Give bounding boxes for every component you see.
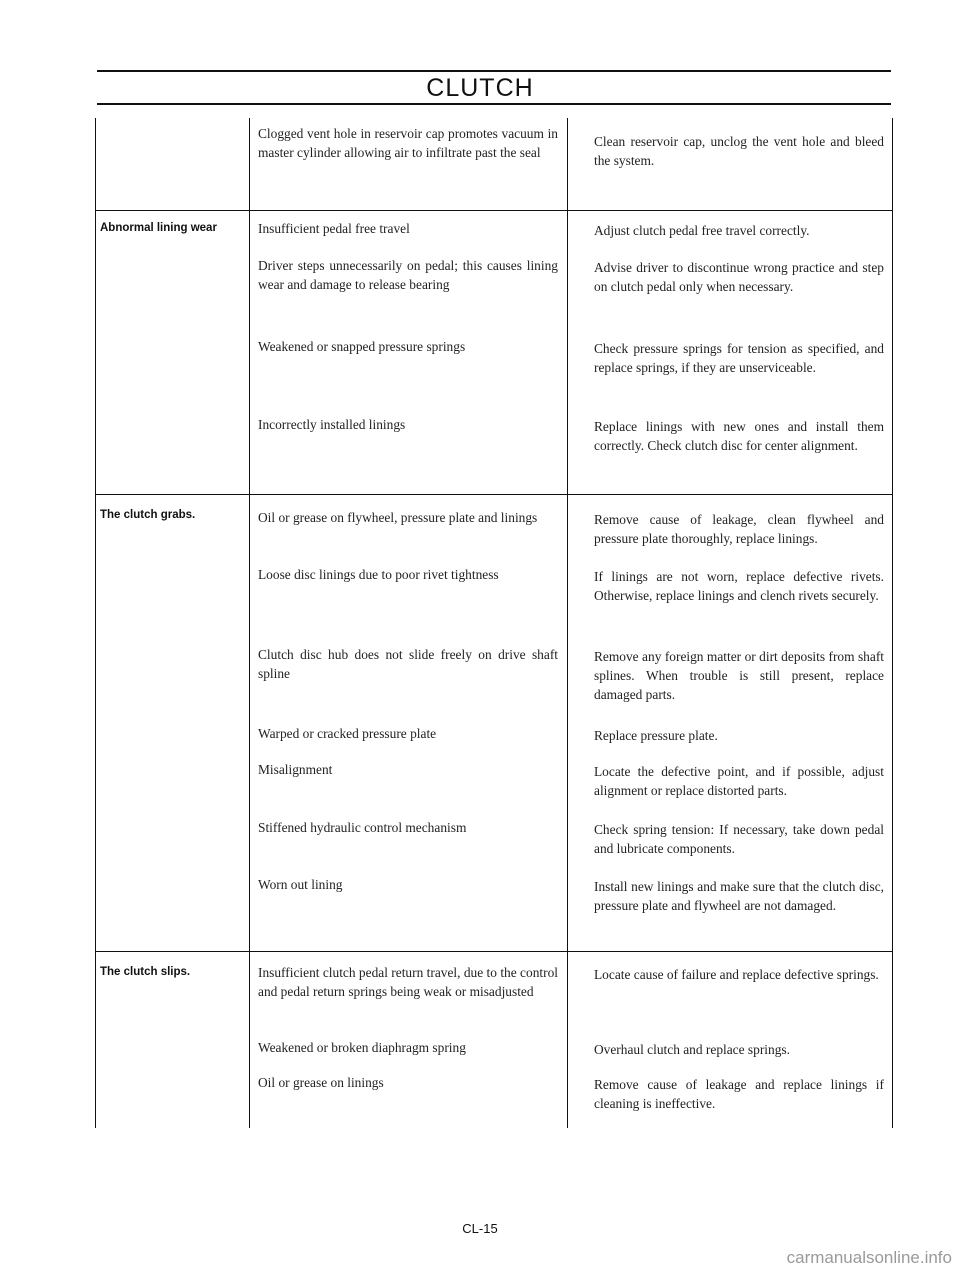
remedy-text: Remove any foreign matter or dirt deposits from shaft splines. When trouble is still present, replace damaged parts.	[594, 649, 884, 702]
cause-text: Misalignment	[258, 762, 333, 777]
cause-text: Clogged vent hole in reservoir cap promotes vacuum in master cylinder allowing air to infiltrate past the seal	[258, 126, 558, 160]
remedy-text: Clean reservoir cap, unclog the vent hole and bleed the system.	[594, 134, 884, 168]
symptom-label: The clutch grabs.	[100, 509, 196, 521]
symptom-label: The clutch slips.	[100, 966, 191, 978]
remedy-text: Remove cause of leakage and replace linings if cleaning is ineffective.	[594, 1077, 884, 1111]
remedy-text: Overhaul clutch and replace springs.	[594, 1042, 790, 1057]
cause-text: Driver steps unnecessarily on pedal; this causes lining wear and damage to release bearing	[258, 258, 558, 292]
header-bottom-rule	[97, 103, 891, 105]
cause-text: Oil or grease on linings	[258, 1075, 384, 1090]
remedy-text: Advise driver to discontinue wrong practice and step on clutch pedal only when necessary.	[594, 260, 884, 294]
remedy-text: Remove cause of leakage, clean flywheel and pressure plate thoroughly, replace linings.	[594, 512, 884, 546]
remedy-text: Check spring tension: If necessary, take down pedal and lubricate components.	[594, 822, 884, 856]
cause-text: Incorrectly installed linings	[258, 417, 406, 432]
symptom-cause-divider	[249, 118, 250, 1128]
left-border	[95, 118, 96, 1128]
remedy-text: Locate cause of failure and replace defective springs.	[594, 967, 879, 982]
remedy-text: Locate the defective point, and if possible, adjust alignment or replace distorted parts.	[594, 764, 884, 798]
cause-remedy-divider	[567, 118, 568, 1128]
page-title: CLUTCH	[426, 74, 534, 102]
remedy-text: Replace linings with new ones and install them correctly. Check clutch disc for center alignment.	[594, 419, 884, 453]
cause-text: Insufficient clutch pedal return travel, due to the control and pedal return springs being weak or misadjusted	[258, 965, 558, 999]
remedy-text: Adjust clutch pedal free travel correctly.	[594, 223, 810, 238]
symptom-label: Abnormal lining wear	[100, 222, 217, 234]
section-separator	[95, 494, 893, 495]
right-border	[892, 118, 893, 1128]
cause-text: Loose disc linings due to poor rivet tightness	[258, 567, 499, 582]
header-top-rule	[97, 70, 891, 72]
section-separator	[95, 210, 893, 211]
cause-text: Insufficient pedal free travel	[258, 221, 410, 236]
cause-text: Worn out lining	[258, 877, 343, 892]
cause-text: Clutch disc hub does not slide freely on drive shaft spline	[258, 647, 558, 681]
page-number: CL-15	[462, 1221, 498, 1236]
watermark: carmanualsonline.info	[786, 1248, 952, 1267]
section-separator	[95, 951, 893, 952]
cause-text: Weakened or snapped pressure springs	[258, 339, 466, 354]
remedy-text: Check pressure springs for tension as specified, and replace springs, if they are unserviceable.	[594, 341, 884, 375]
remedy-text: If linings are not worn, replace defective rivets. Otherwise, replace linings and clench rivets securely.	[594, 569, 884, 603]
cause-text: Stiffened hydraulic control mechanism	[258, 820, 467, 835]
cause-text: Oil or grease on flywheel, pressure plate and linings	[258, 510, 538, 525]
remedy-text: Install new linings and make sure that the clutch disc, pressure plate and flywheel are not damaged.	[594, 879, 884, 913]
cause-text: Warped or cracked pressure plate	[258, 726, 437, 741]
remedy-text: Replace pressure plate.	[594, 728, 718, 743]
cause-text: Weakened or broken diaphragm spring	[258, 1040, 466, 1055]
